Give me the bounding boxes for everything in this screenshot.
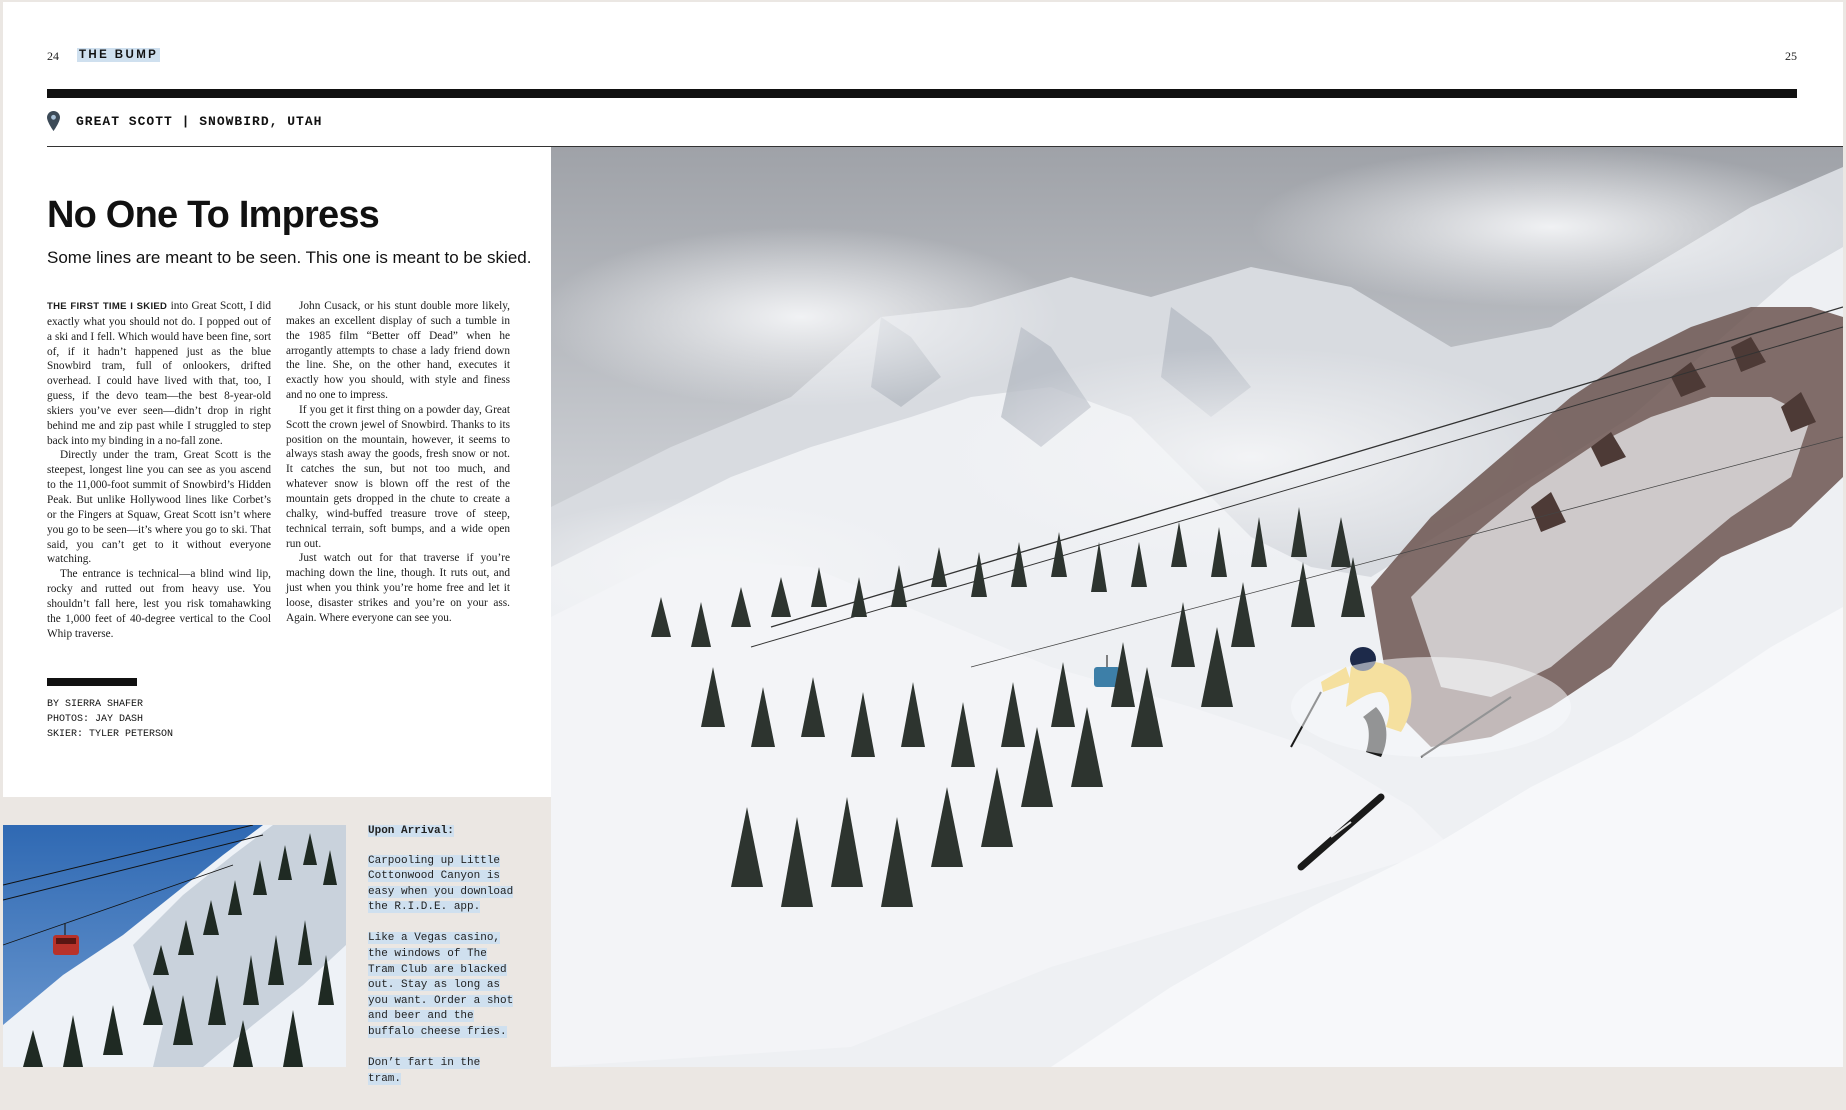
page-number-left: 24	[47, 49, 59, 63]
article-headline: No One To Impress	[47, 194, 379, 236]
section-label: THE BUMP	[79, 49, 159, 61]
tip-item: Like a Vegas casino, the windows of The Tram Club are blacked out. Stay as long as you want. Order a shot and beer and the buffalo cheese fries.	[368, 932, 514, 1039]
lead-in: THE FIRST TIME I SKIED	[47, 301, 168, 312]
article-column-2	[286, 299, 510, 626]
page-number-right: 25	[1785, 49, 1797, 63]
credits-rule	[47, 678, 137, 686]
article-paragraph: If you get it first thing on a powder day, Great Scott the crown jewel of Snowbird. Thanks to its position on the mountain, however, it seems to always stash away the goods, fresh snow or not. It catches the sun, but not too much, and whatever snow is blown off the rest of the mountain gets dropped in the chute to create a chalky, wind-buffed treasure trove of steep, technical terrain, soft bumps, and a wide open run out.	[286, 403, 510, 550]
article-column-1	[47, 299, 271, 641]
tip-item: Carpooling up Little Cottonwood Canyon is easy when you download the R.I.D.E. app.	[368, 854, 514, 914]
upon-arrival-title: Upon Arrival:	[368, 825, 454, 837]
credit-photos: PHOTOS: JAY DASH	[47, 714, 144, 725]
upon-arrival-box	[368, 824, 518, 1103]
credits	[47, 697, 173, 742]
article-paragraph: THE FIRST TIME I SKIED into Great Scott, I did exactly what you should not do. I popped out of a ski and I fell. Which would have been fine, sort of, if it hadn’t happened just as the blue Snowbird tram, full of onlookers, drifted overhead. I could have lived with that, too, I guess, if the devo team—the best 8-year-old skiers you’ve ever seen—didn’t drop in right behind me and zip past while I struggled to step back into my binding in a no-fall zone.	[47, 300, 271, 447]
credit-skier: SKIER: TYLER PETERSON	[47, 729, 174, 740]
article-paragraph: Just watch out for that traverse if you’re maching down the line, though. It ruts out, and just when you think you’re home free and let it loose, disaster strikes and you’re on your ass. Again. Where everyone can see you.	[286, 552, 510, 624]
article-paragraph: Directly under the tram, Great Scott is the steepest, longest line you can see as you ascend to the 11,000-foot summit of Snowbird’s Hidden Peak. But unlike Hollywood lines like Corbet’s or the Fingers at Squaw, Great Scott isn’t where you go to be seen—it’s where you go to ski. That said, you can’t get to it without everyone watching.	[47, 449, 271, 566]
article-paragraph: The entrance is technical—a blind wind lip, rocky and rutted out from heavy use. You shouldn’t fall here, lest you risk tomahawking the 1,000 feet of 40-degree vertical to the Cool Whip traverse.	[47, 568, 271, 640]
location-label: GREAT SCOTT | SNOWBIRD, UTAH	[76, 114, 323, 129]
header-rule	[47, 89, 1797, 98]
page-bottom-band	[0, 1067, 1846, 1110]
credit-author: BY SIERRA SHAFER	[47, 699, 144, 710]
location-pin-icon	[47, 111, 60, 131]
tram-photo	[3, 825, 346, 1067]
skier-photo	[551, 147, 1843, 1067]
article-paragraph: John Cusack, or his stunt double more likely, makes an excellent display of such a tumble in the 1985 film “Better off Dead” when he arrogantly attempts to chase a lady friend down the line. She, on the other hand, executes it exactly how you should, with style and finess and no one to impress.	[286, 300, 510, 402]
tip-item: Don’t fart in the tram.	[368, 1057, 481, 1085]
article-dek: Some lines are meant to be seen. This one is meant to be skied.	[47, 248, 532, 267]
